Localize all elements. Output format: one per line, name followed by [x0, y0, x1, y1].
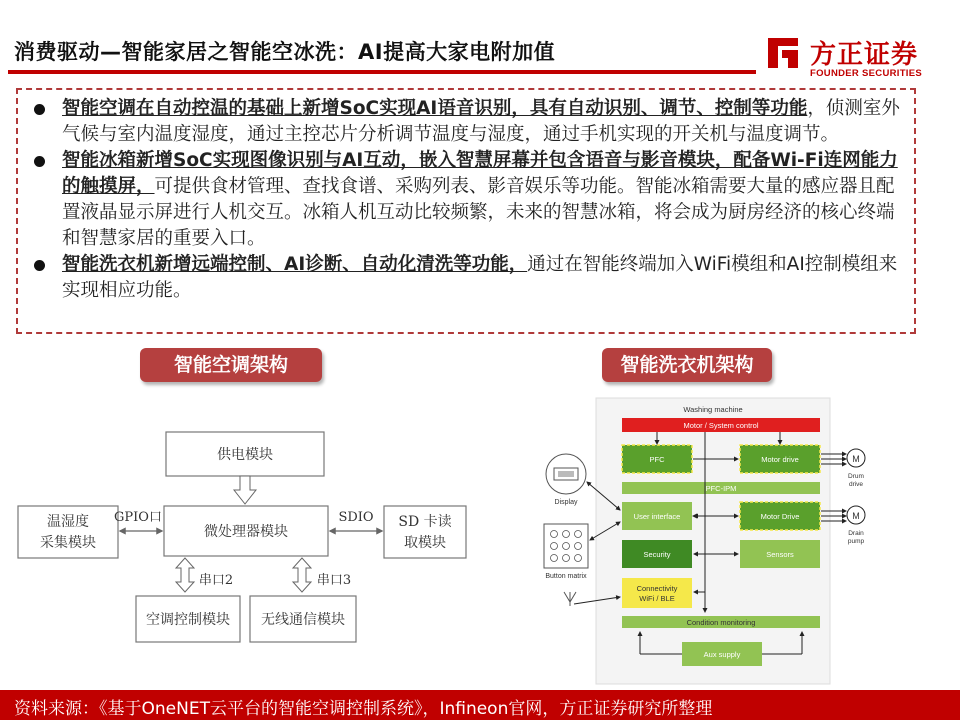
sd-module-label-1: SD 卡读: [398, 514, 452, 530]
power-to-mcu-arrow: [234, 476, 256, 504]
bullet-highlight: 智能冰箱新增SoC实现图像识别与AI互动，嵌入智慧屏幕并包含语音与影音模块，配备Wi-Fi连网能力的触摸屏，: [62, 150, 898, 197]
title-divider: [8, 70, 756, 74]
bullet-item: [32, 252, 900, 304]
footer-bar: [0, 690, 960, 720]
drain-pump-motor-symbol: M: [852, 511, 860, 521]
washer-frame-title: Washing machine: [683, 405, 743, 414]
gpio-label: GPIO口: [114, 510, 162, 525]
founder-logo-icon: [764, 34, 802, 72]
pfc-label: PFC: [649, 455, 665, 464]
logo-name-en: FOUNDER SECURITIES: [810, 68, 923, 79]
founder-securities-logo: [764, 32, 954, 82]
uart3-label: 串口3: [316, 573, 352, 588]
motor-drive-label-1: Motor drive: [761, 455, 799, 464]
display-icon-inner: [558, 471, 574, 477]
ac-architecture-label: 智能空调架构: [140, 348, 322, 382]
motor-drive-label-2: Motor Drive: [760, 512, 800, 521]
bullet-text: 可提供食材管理、查找食谱、采购列表、影音娱乐等功能。智能冰箱需要大量的感应器且配置液晶显示屏进行人机交互。冰箱人机互动比较频繁，未来的智慧冰箱，将会成为厨房经济的核心终端和智慧家居的重要入口。: [62, 176, 895, 249]
sd-module-label-2: 取模块: [404, 535, 446, 551]
drum-drive-label-2: drive: [848, 481, 864, 488]
bullet-dot-icon: [34, 156, 45, 167]
display-label: Display: [554, 499, 578, 506]
motor-system-control-label: Motor / System control: [683, 421, 759, 430]
drum-drive-label-1: Drum: [848, 473, 864, 480]
bullet-item: [32, 96, 900, 148]
drain-pump-label-2: pump: [847, 538, 865, 545]
washer-architecture-label: 智能洗衣机架构: [602, 348, 772, 382]
bullet-text: 通过在智能终端加入WiFi模组和AI控制模组来实现相应功能。: [62, 254, 898, 301]
mcu-acctrl-arrow: [176, 558, 194, 592]
source-note: 资料来源：《基于OneNET云平台的智能空调控制系统》，Infineon官网，方正证券研究所整理: [14, 699, 713, 719]
ac-architecture-diagram: [0, 400, 500, 680]
uart2-label: 串口2: [198, 573, 234, 588]
aux-supply-label: Aux supply: [703, 650, 741, 659]
sensor-module-label-2: 采集模块: [40, 535, 96, 551]
connectivity-label-1: Connectivity: [636, 584, 678, 593]
condition-monitoring-label: Condition monitoring: [686, 618, 756, 627]
ac-control-module-label: 空调控制模块: [146, 612, 230, 628]
logo-name-cn: 方正证券: [810, 40, 919, 70]
connectivity-block: [622, 578, 692, 608]
connectivity-label-2: WiFi / BLE: [639, 594, 675, 603]
power-module-label: 供电模块: [217, 447, 273, 463]
bullet-dot-icon: [34, 104, 45, 115]
button-matrix-label: Button matrix: [545, 573, 587, 580]
bullet-text: ，侦测室外气候与室内温度湿度，通过主控芯片分析调节温度与湿度，通过手机实现的开关机与温度调节。: [62, 98, 900, 145]
mcu-module-label: 微处理器模块: [204, 524, 288, 540]
bullet-dot-icon: [34, 260, 45, 271]
wireless-module-label: 无线通信模块: [261, 612, 345, 628]
page-title: 消费驱动—智能家居之智能空冰洗：AI提高大家电附加值: [14, 40, 556, 64]
mcu-wireless-arrow: [293, 558, 311, 592]
drum-motor-symbol: M: [852, 454, 860, 464]
washer-architecture-diagram: [530, 392, 950, 692]
button-matrix-icon: [551, 531, 582, 562]
summary-box: [16, 88, 916, 334]
bullet-item: [32, 148, 900, 252]
bullet-highlight: 智能空调在自动控温的基础上新增SoC实现AI语音识别，具有自动识别、调节、控制等功能: [62, 98, 808, 119]
security-label: Security: [643, 550, 671, 559]
sdio-label: SDIO: [338, 510, 374, 525]
sensor-module-label-1: 温湿度: [47, 514, 89, 530]
drain-pump-label-1: Drain: [848, 530, 864, 537]
bullet-highlight: 智能洗衣机新增远端控制、AI诊断、自动化清洗等功能，: [62, 254, 528, 275]
sensors-label: Sensors: [766, 550, 794, 559]
pfc-ipm-label: PFC-IPM: [705, 484, 737, 493]
user-interface-label: User interface: [633, 512, 681, 521]
